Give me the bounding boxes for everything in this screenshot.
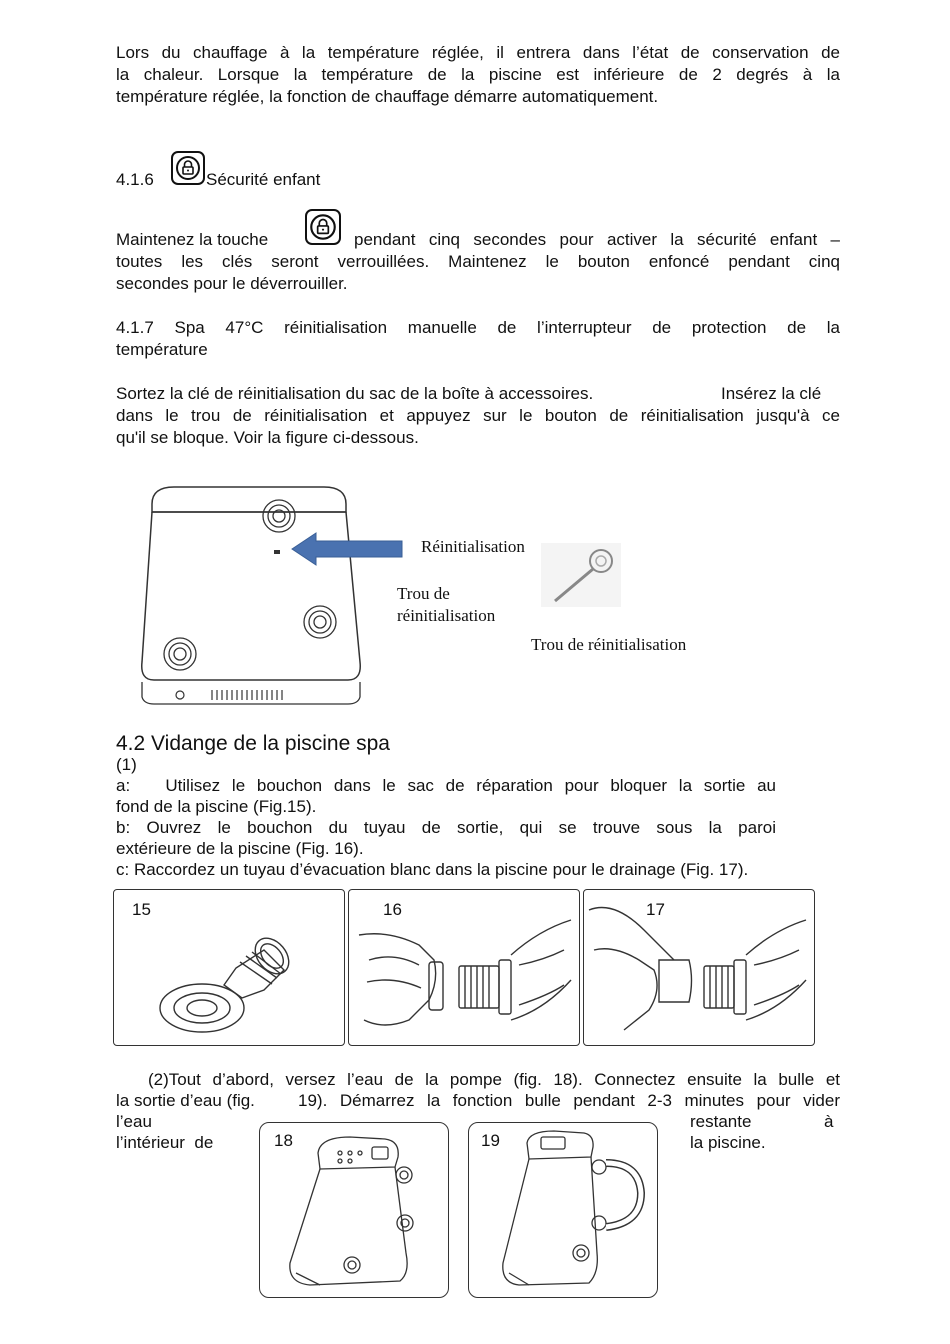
figure-19 xyxy=(468,1122,658,1298)
step-2-line4b: la piscine. xyxy=(690,1133,766,1152)
child-lock-key-icon xyxy=(305,209,341,245)
blue-arrow-icon xyxy=(290,531,405,567)
step-2-line4a: l’intérieur de xyxy=(116,1133,214,1152)
child-lock-text-line2: toutes les clés seront verrouillées. Maintenez le bouton enfoncé pendant cinq xyxy=(116,252,840,271)
step-b-line2: extérieure de la piscine (Fig. 16). xyxy=(116,839,364,858)
label-hole-line1: Trou de xyxy=(397,584,450,603)
figure-16 xyxy=(348,889,580,1046)
step-2-line2a: la sortie d’eau (fig. xyxy=(116,1091,255,1110)
section-title-416: Sécurité enfant xyxy=(206,170,321,189)
reset-text-line3: qu'il se bloque. Voir la figure ci-dessous. xyxy=(116,428,419,447)
label-hole-line2: réinitialisation xyxy=(397,606,496,625)
figure-15-number: 15 xyxy=(132,900,151,919)
label-reset: Réinitialisation xyxy=(421,537,525,556)
section-number-416: 4.1.6 xyxy=(116,170,154,189)
child-lock-icon xyxy=(171,151,205,185)
step-2-line3b: restante xyxy=(690,1112,752,1131)
figure-17 xyxy=(583,889,815,1046)
reset-text-line2: dans le trou de réinitialisation et appuyez sur le bouton de réinitialisation jusqu'à ce xyxy=(116,406,840,425)
intro-line-2: la chaleur. Lorsque la température de la piscine est inférieure de 2 degrés à la xyxy=(116,65,840,84)
reset-text-line1a: Sortez la clé de réinitialisation du sac de la boîte à accessoires. xyxy=(116,384,594,403)
drain-plug-drawing xyxy=(114,890,345,1046)
child-lock-text-line1-end: pendant cinq secondes pour activer la sécurité enfant – xyxy=(354,230,840,249)
figure-18-number: 18 xyxy=(274,1131,293,1150)
step-2-line3a: l’eau xyxy=(116,1112,152,1131)
step-a-line1: a: Utilisez le bouchon dans le sac de réparation pour bloquer la sortie au xyxy=(116,776,776,795)
figure-16-number: 16 xyxy=(383,900,402,919)
pump-filling-drawing xyxy=(260,1123,449,1298)
child-lock-text-start: Maintenez la touche xyxy=(116,230,269,249)
intro-line-3: température réglée, la fonction de chauffage démarre automatiquement. xyxy=(116,87,659,106)
figure-15 xyxy=(113,889,345,1046)
child-lock-text-line3: secondes pour le déverrouiller. xyxy=(116,274,348,293)
section-title-417-line1: 4.1.7 Spa 47°C réinitialisation manuelle de l’interrupteur de protection de la xyxy=(116,318,840,337)
step-1-label: (1) xyxy=(116,755,137,774)
step-2-line2b: 19). Démarrez la fonction bulle pendant 2-3 minutes pour vider xyxy=(298,1091,840,1110)
figure-19-number: 19 xyxy=(481,1131,500,1150)
hand-opening-cap-drawing xyxy=(349,890,580,1046)
step-b-line1: b: Ouvrez le bouchon du tuyau de sortie, qui se trouve sous la paroi xyxy=(116,818,776,837)
label-key: Trou de réinitialisation xyxy=(531,635,687,654)
reset-text-line1b: Insérez la clé xyxy=(721,384,822,403)
step-a-line2: fond de la piscine (Fig.15). xyxy=(116,797,317,816)
step-2-line1: (2)Tout d’abord, versez l’eau de la pompe (fig. 18). Connectez ensuite la bulle et xyxy=(148,1070,840,1089)
pump-back-drawing xyxy=(134,482,384,712)
hand-connecting-hose-drawing xyxy=(584,890,815,1046)
step-c-line1: c: Raccordez un tuyau d’évacuation blanc dans la piscine pour le drainage (Fig. 17). xyxy=(116,860,749,879)
figure-17-number: 17 xyxy=(646,900,665,919)
intro-line-1: Lors du chauffage à la température réglée, il entrera dans l’état de conservation de xyxy=(116,43,840,62)
pump-bubble-connected-drawing xyxy=(469,1123,658,1298)
reset-key-icon xyxy=(541,543,621,607)
step-2-line3c: à xyxy=(824,1112,834,1131)
figure-18 xyxy=(259,1122,449,1298)
section-title-42: 4.2 Vidange de la piscine spa xyxy=(116,732,390,755)
section-title-417-line2: température xyxy=(116,340,208,359)
